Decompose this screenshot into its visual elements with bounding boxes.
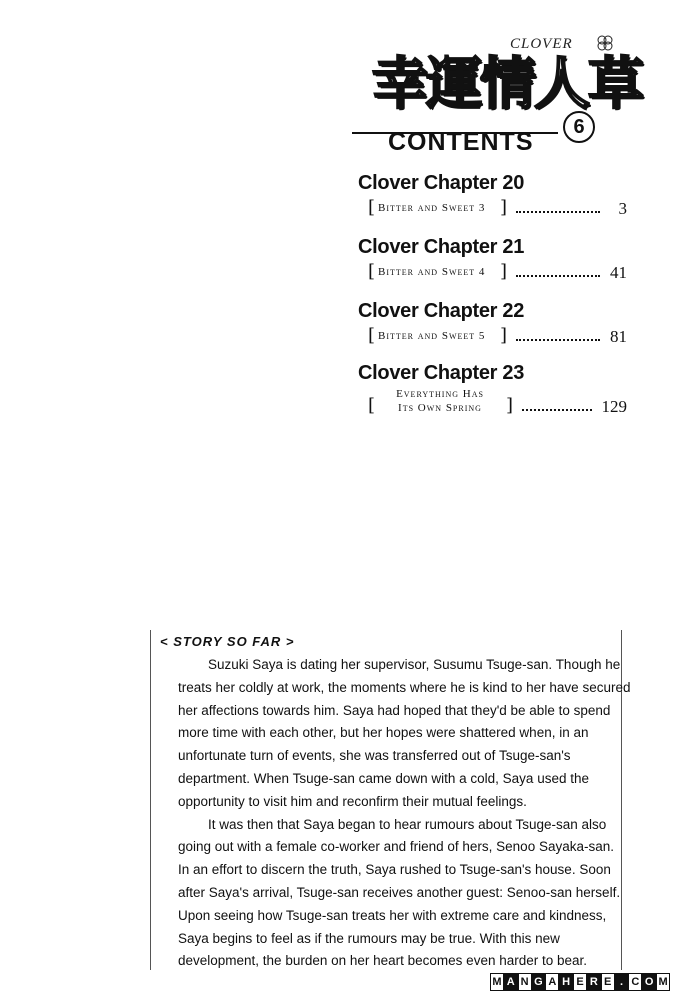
series-title-latin: CLOVER [510,36,573,52]
chapter-subtitle: Bitter and Sweet 4 [378,266,486,278]
watermark-letter: . [615,973,629,991]
chapter-subtitle-row [358,199,638,221]
watermark-letter: M [656,973,670,991]
story-line: In an effort to discern the truth, Saya rushed to Tsuge-san's house. Soon [178,862,611,878]
page-number: 41 [610,263,627,282]
watermark-letter: E [601,973,615,991]
watermark-letter: A [504,973,518,991]
dot-leader [516,327,600,341]
watermark-letter: R [587,973,601,991]
open-bracket-icon: [ [368,261,376,282]
watermark-letter: E [573,973,587,991]
site-watermark [490,973,670,993]
story-line: her affections towards him. Saya had hoped that they'd be able to spend [178,702,611,718]
story-paragraph [178,654,631,814]
dot-leader [522,397,592,411]
chapter-subtitle: Bitter and Sweet 5 [378,330,486,342]
story-line: going out with a female co-worker and friend of hers, Senoo Sayaka-san. [178,839,614,855]
watermark-letter: O [642,973,656,991]
page-number: 3 [618,199,627,218]
chapter-subtitle-line: Everything Has [396,388,484,400]
story-line: more time with each other, but her hopes were shattered when, in an [178,725,589,741]
watermark-letter: A [545,973,559,991]
story-text [178,654,631,973]
toc-entry[interactable] [358,172,638,221]
chapter-subtitle-row [358,327,638,349]
open-bracket-icon: [ [368,325,376,346]
story-line: opportunity to visit him and reconfirm their mutual feelings. [178,793,527,809]
story-line: treats her coldly at work, the moments where he is kind to her have secured [178,679,631,695]
chapter-subtitle-row [358,263,638,285]
toc-entry[interactable] [358,236,638,285]
chapter-subtitle: Bitter and Sweet 3 [378,202,486,214]
chapter-title: Clover Chapter 23 [358,362,525,384]
contents-heading: CONTENTS [388,128,534,156]
close-bracket-icon: ] [500,261,508,282]
story-divider [150,630,151,970]
watermark-letter: G [532,973,546,991]
page-number: 129 [601,397,627,416]
chapter-subtitle-line: Its Own Spring [398,402,482,414]
watermark-letter: M [490,973,504,991]
open-bracket-icon: [ [368,395,376,416]
series-title-cjk: 幸運情人草 [372,51,642,117]
story-line: Saya begins to feel as if the rumours may be true. With this new [178,930,560,946]
chapter-title: Clover Chapter 21 [358,236,525,258]
watermark-letter: N [518,973,532,991]
chapter-title: Clover Chapter 20 [358,172,525,194]
story-line: Suzuki Saya is dating her supervisor, Susumu Tsuge-san. Though he [208,657,621,672]
story-line: after Saya's arrival, Tsuge-san receives another guest: Senoo-san herself. [178,884,621,900]
volume-badge: 6 [563,111,595,143]
close-bracket-icon: ] [506,395,514,416]
chapter-subtitle-row [358,389,638,429]
watermark-letter: H [559,973,573,991]
story-line: unfortunate turn of events, she was transferred out of Tsuge-san's [178,748,571,764]
story-line: department. When Tsuge-san came down with a cold, Saya used the [178,770,589,786]
page-number: 81 [610,327,627,346]
dot-leader [516,199,600,213]
story-line: Upon seeing how Tsuge-san treats her with extreme care and kindness, [178,907,607,923]
chapter-title: Clover Chapter 22 [358,300,525,322]
toc-entry[interactable] [358,300,638,349]
close-bracket-icon: ] [500,197,508,218]
watermark-letter: C [628,973,642,991]
chapter-subtitle [380,387,500,415]
dot-leader [516,263,600,277]
story-line: It was then that Saya began to hear rumours about Tsuge-san also [208,816,607,832]
toc-entry[interactable] [358,362,638,429]
story-heading: < STORY SO FAR > [160,634,295,649]
close-bracket-icon: ] [500,325,508,346]
story-line: development, the burden on her heart becomes even harder to bear. [178,953,588,969]
clover-icon [594,32,616,54]
story-so-far [160,630,631,969]
story-paragraph [178,814,623,974]
open-bracket-icon: [ [368,197,376,218]
